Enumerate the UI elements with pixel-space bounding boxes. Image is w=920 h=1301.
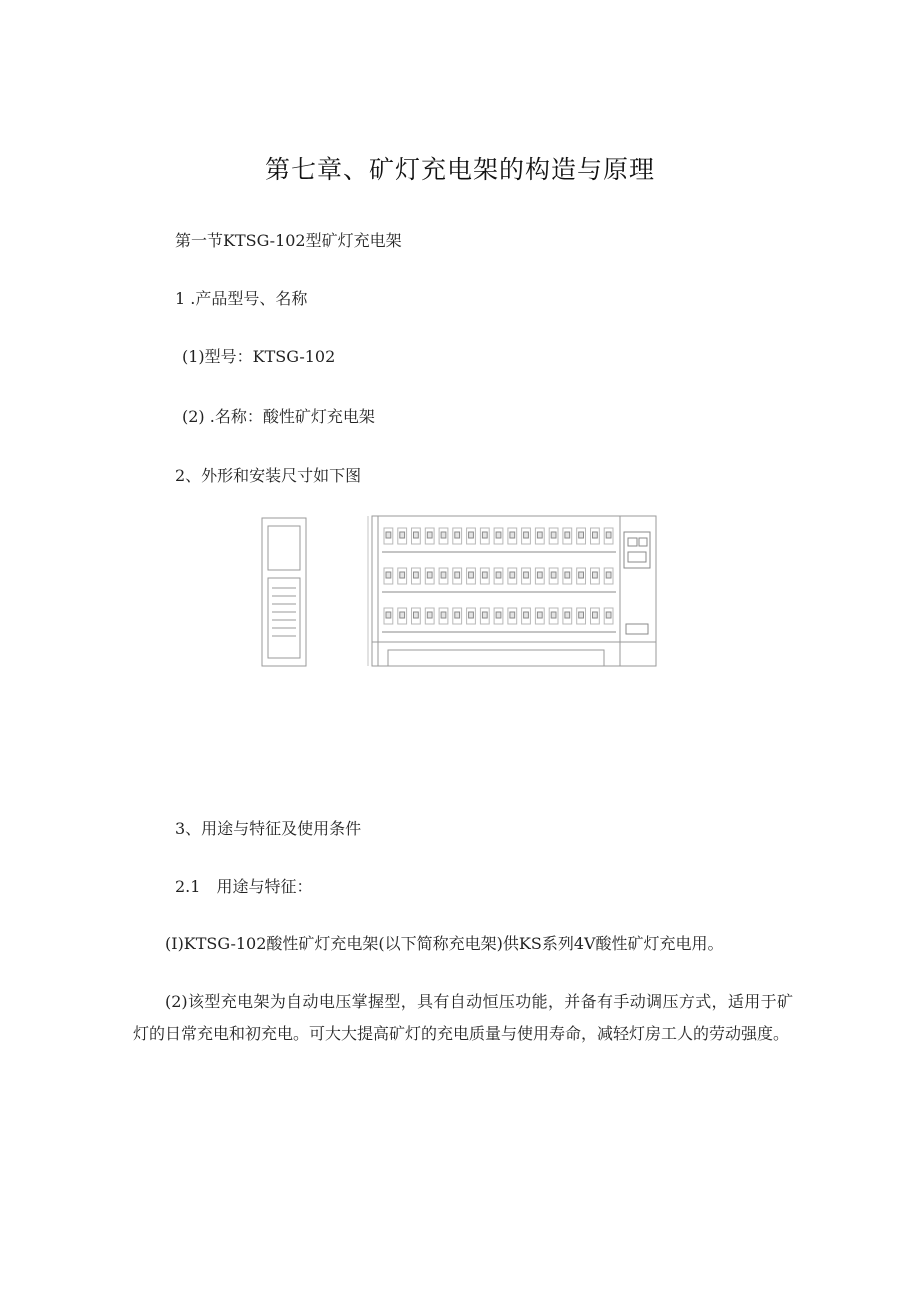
chapter-title: 第七章、矿灯充电架的构造与原理 (264, 155, 655, 184)
section-heading: 第一节KTSG-102型矿灯充电架 (175, 231, 402, 250)
lamp-holder (414, 532, 419, 538)
item1-name: (2) .名称：酸性矿灯充电架 (182, 407, 375, 426)
item1-heading: 1 .产品型号、名称 (175, 289, 308, 308)
lamp-holder (537, 612, 542, 618)
lamp-holder (469, 532, 474, 538)
sub21-heading: 2.1 用途与特征： (175, 877, 313, 896)
lamp-holder (551, 532, 556, 538)
lamp-holder (441, 532, 446, 538)
lamp-holder (400, 532, 405, 538)
lamp-holder (427, 532, 432, 538)
lamp-holder (537, 572, 542, 578)
lamp-slot-rows (382, 528, 616, 632)
lamp-holder (606, 612, 611, 618)
charging-rack-figure (258, 512, 660, 668)
lamp-holder (524, 612, 529, 618)
lamp-holder (427, 612, 432, 618)
lamp-holder (400, 612, 405, 618)
lamp-holder (510, 572, 515, 578)
lamp-holder (496, 532, 501, 538)
lamp-holder (606, 532, 611, 538)
lamp-holder (496, 612, 501, 618)
lamp-holder (386, 532, 391, 538)
lamp-holder (579, 572, 584, 578)
lamp-holder (565, 532, 570, 538)
lamp-holder (455, 532, 460, 538)
paragraph-usage-2: (2)该型充电架为自动电压掌握型，具有自动恒压功能，并备有手动调压方式，适用于矿灯的日常充电和初充电。可大大提高矿灯的充电质量与使用寿命，减轻灯房工人的劳动强度。 (133, 992, 793, 1043)
lamp-holder (551, 612, 556, 618)
lamp-holder (579, 612, 584, 618)
item2-heading: 2、外形和安装尺寸如下图 (175, 466, 362, 485)
lamp-holder (565, 572, 570, 578)
lamp-holder (482, 572, 487, 578)
lamp-holder (386, 572, 391, 578)
lamp-holder (482, 532, 487, 538)
lamp-holder (593, 532, 598, 538)
lamp-holder (579, 532, 584, 538)
lamp-holder (551, 572, 556, 578)
lamp-holder (537, 532, 542, 538)
item1-model: (1)型号：KTSG-102 (182, 347, 336, 366)
control-panel (624, 532, 650, 634)
side-cabinet (262, 518, 306, 666)
lamp-holder (441, 572, 446, 578)
lamp-holder (496, 572, 501, 578)
paragraph-usage-1: (I)KTSG-102酸性矿灯充电架(以下简称充电架)供KS系列4V酸性矿灯充电用。 (165, 934, 724, 953)
lamp-holder (400, 572, 405, 578)
lamp-holder (455, 572, 460, 578)
lamp-holder (469, 572, 474, 578)
lamp-holder (510, 612, 515, 618)
lamp-holder (524, 572, 529, 578)
lamp-holder (414, 612, 419, 618)
lamp-holder (386, 612, 391, 618)
lamp-holder (593, 612, 598, 618)
lamp-holder (482, 612, 487, 618)
lamp-holder (606, 572, 611, 578)
lamp-holder (565, 612, 570, 618)
lamp-holder (414, 572, 419, 578)
lamp-holder (469, 612, 474, 618)
lamp-holder (441, 612, 446, 618)
lamp-holder (593, 572, 598, 578)
lamp-holder (455, 612, 460, 618)
lamp-holder (510, 532, 515, 538)
lamp-holder (524, 532, 529, 538)
item3-heading: 3、用途与特征及使用条件 (175, 819, 362, 838)
lamp-holder (427, 572, 432, 578)
